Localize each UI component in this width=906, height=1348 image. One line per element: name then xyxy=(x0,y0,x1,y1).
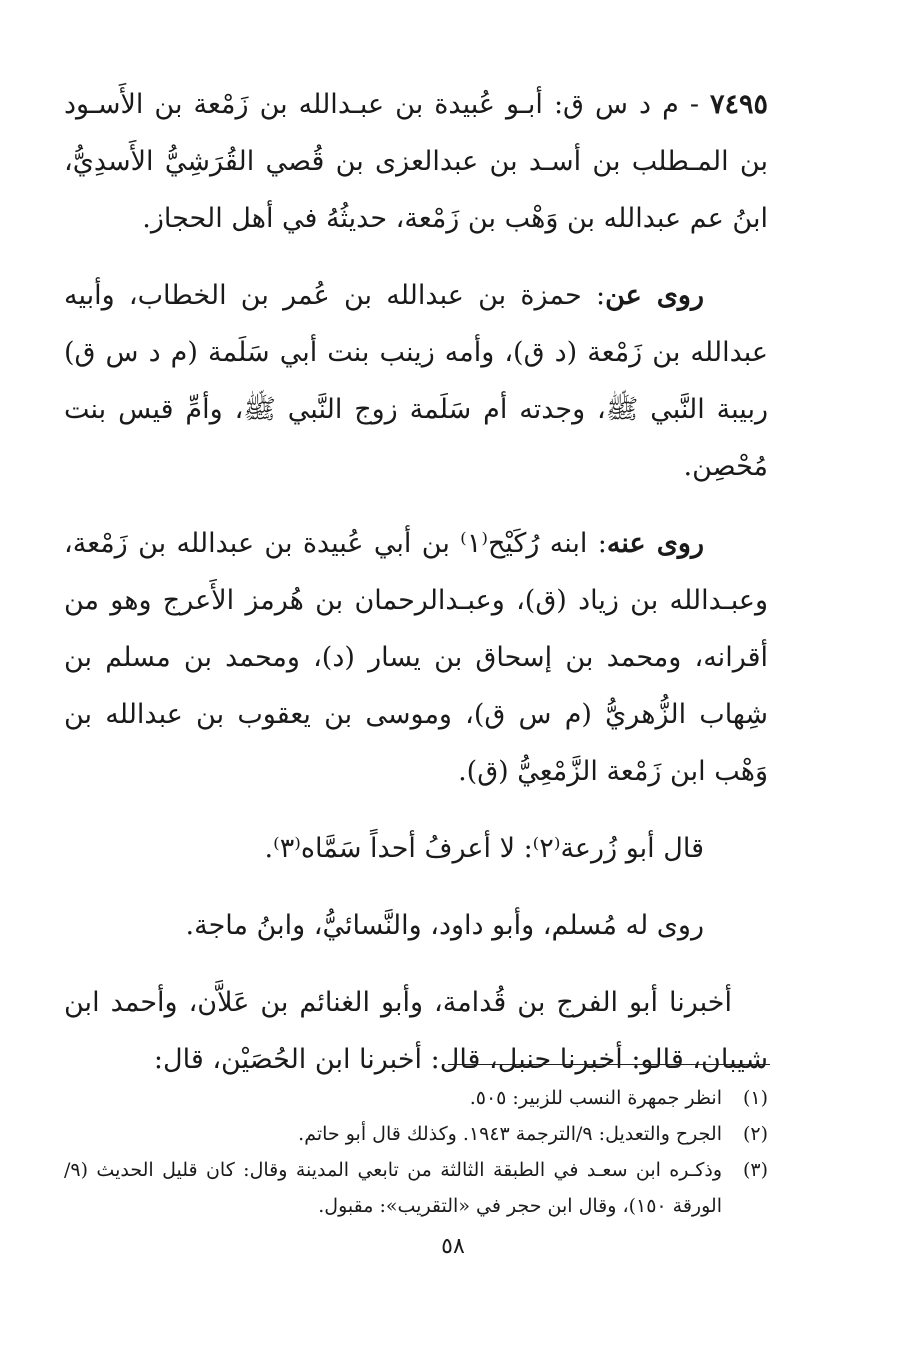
page-number: ٥٨ xyxy=(441,1234,465,1259)
footnote-2 xyxy=(64,1116,768,1152)
abu-zura-statement: قال أبو زُرعة⁽٢⁾: لا أعرفُ أحداً سَمَّاه⁽٣⁾. xyxy=(264,833,704,864)
footnotes xyxy=(64,1080,768,1224)
footnote-1 xyxy=(64,1080,768,1116)
narrated-by-paragraph xyxy=(64,515,768,800)
footnote-divider xyxy=(448,1064,770,1065)
entry-heading xyxy=(64,76,768,247)
entry-number: ٧٤٩٥ xyxy=(709,89,768,120)
narrated-from-label: روى عن xyxy=(605,280,704,311)
footnote-text: انظر جمهرة النسب للزبير: ٥٠٥. xyxy=(469,1087,722,1109)
narrated-for-him: روى له مُسلم، وأبو داود، والنَّسائيُّ، وابنُ ماجة. xyxy=(185,910,704,941)
footnote-text: الجرح والتعديل: ٩/الترجمة ١٩٤٣. وكذلك قال أبو حاتم. xyxy=(298,1123,722,1145)
footnote-text: وذكـره ابن سعـد في الطبقة الثالثة من تابعي المدينة وقال: كان قليل الحديث (٩/الورقة ١٥٠)، وقال ابن حجر في «التقريب»: مقبول. xyxy=(64,1159,722,1217)
entry-heading-text: - م د س ق: أبـو عُبيدة بن عبـدالله بن زَمْعة بن الأَسـود بن المـطلب بن أسـد بن عبدالعزى بن قُصي القُرَشِيُّ الأَسدِيُّ، ابنُ عم عبدالله بن وَهْب بن زَمْعة، حديثُهُ في أهل الحجاز. xyxy=(64,89,768,234)
informed-us-paragraph: أخبرنا أبو الفرج بن قُدامة، وأبو الغنائم بن عَلاَّن، وأحمد ابن شيبان، قالو: أخبرنا حنبل، قال: أخبرنا ابن الحُصَيْن، قال: xyxy=(64,987,768,1075)
footnote-marker: (٢) xyxy=(742,1123,768,1145)
main-text xyxy=(64,76,768,1088)
narrated-by-text: : ابنه رُكَيْح⁽١⁾ بن أبي عُبيدة بن عبدالله بن زَمْعة، وعبـدالله بن زياد (ق)، وعبـدالرحمان بن هُرمز الأَعرج وهو من أقرانه، ومحمد بن إسحاق بن يسار (د)، ومحمد بن مسلم بن شِهاب الزُّهريُّ (م س ق)، وموسى بن يعقوب بن عبدالله بن وَهْب ابن زَمْعة الزَّمْعِيُّ (ق). xyxy=(64,528,768,787)
narrated-by-label: روى عنه xyxy=(606,528,705,559)
narrated-from-text: : حمزة بن عبدالله بن عُمر بن الخطاب، وأبيه عبدالله بن زَمْعة (د ق)، وأمه زينب بنت أبي سَلَمة (م د س ق) ربيبة النَّبي ﷺ، وجدته أم سَلَمة زوج النَّبي ﷺ، وأمِّ قيس بنت مُحْصِن. xyxy=(64,280,768,482)
footnote-marker: (٣) xyxy=(742,1159,768,1181)
narrated-from-paragraph xyxy=(64,267,768,495)
footnote-3 xyxy=(64,1152,768,1224)
footnote-marker: (١) xyxy=(742,1087,768,1109)
